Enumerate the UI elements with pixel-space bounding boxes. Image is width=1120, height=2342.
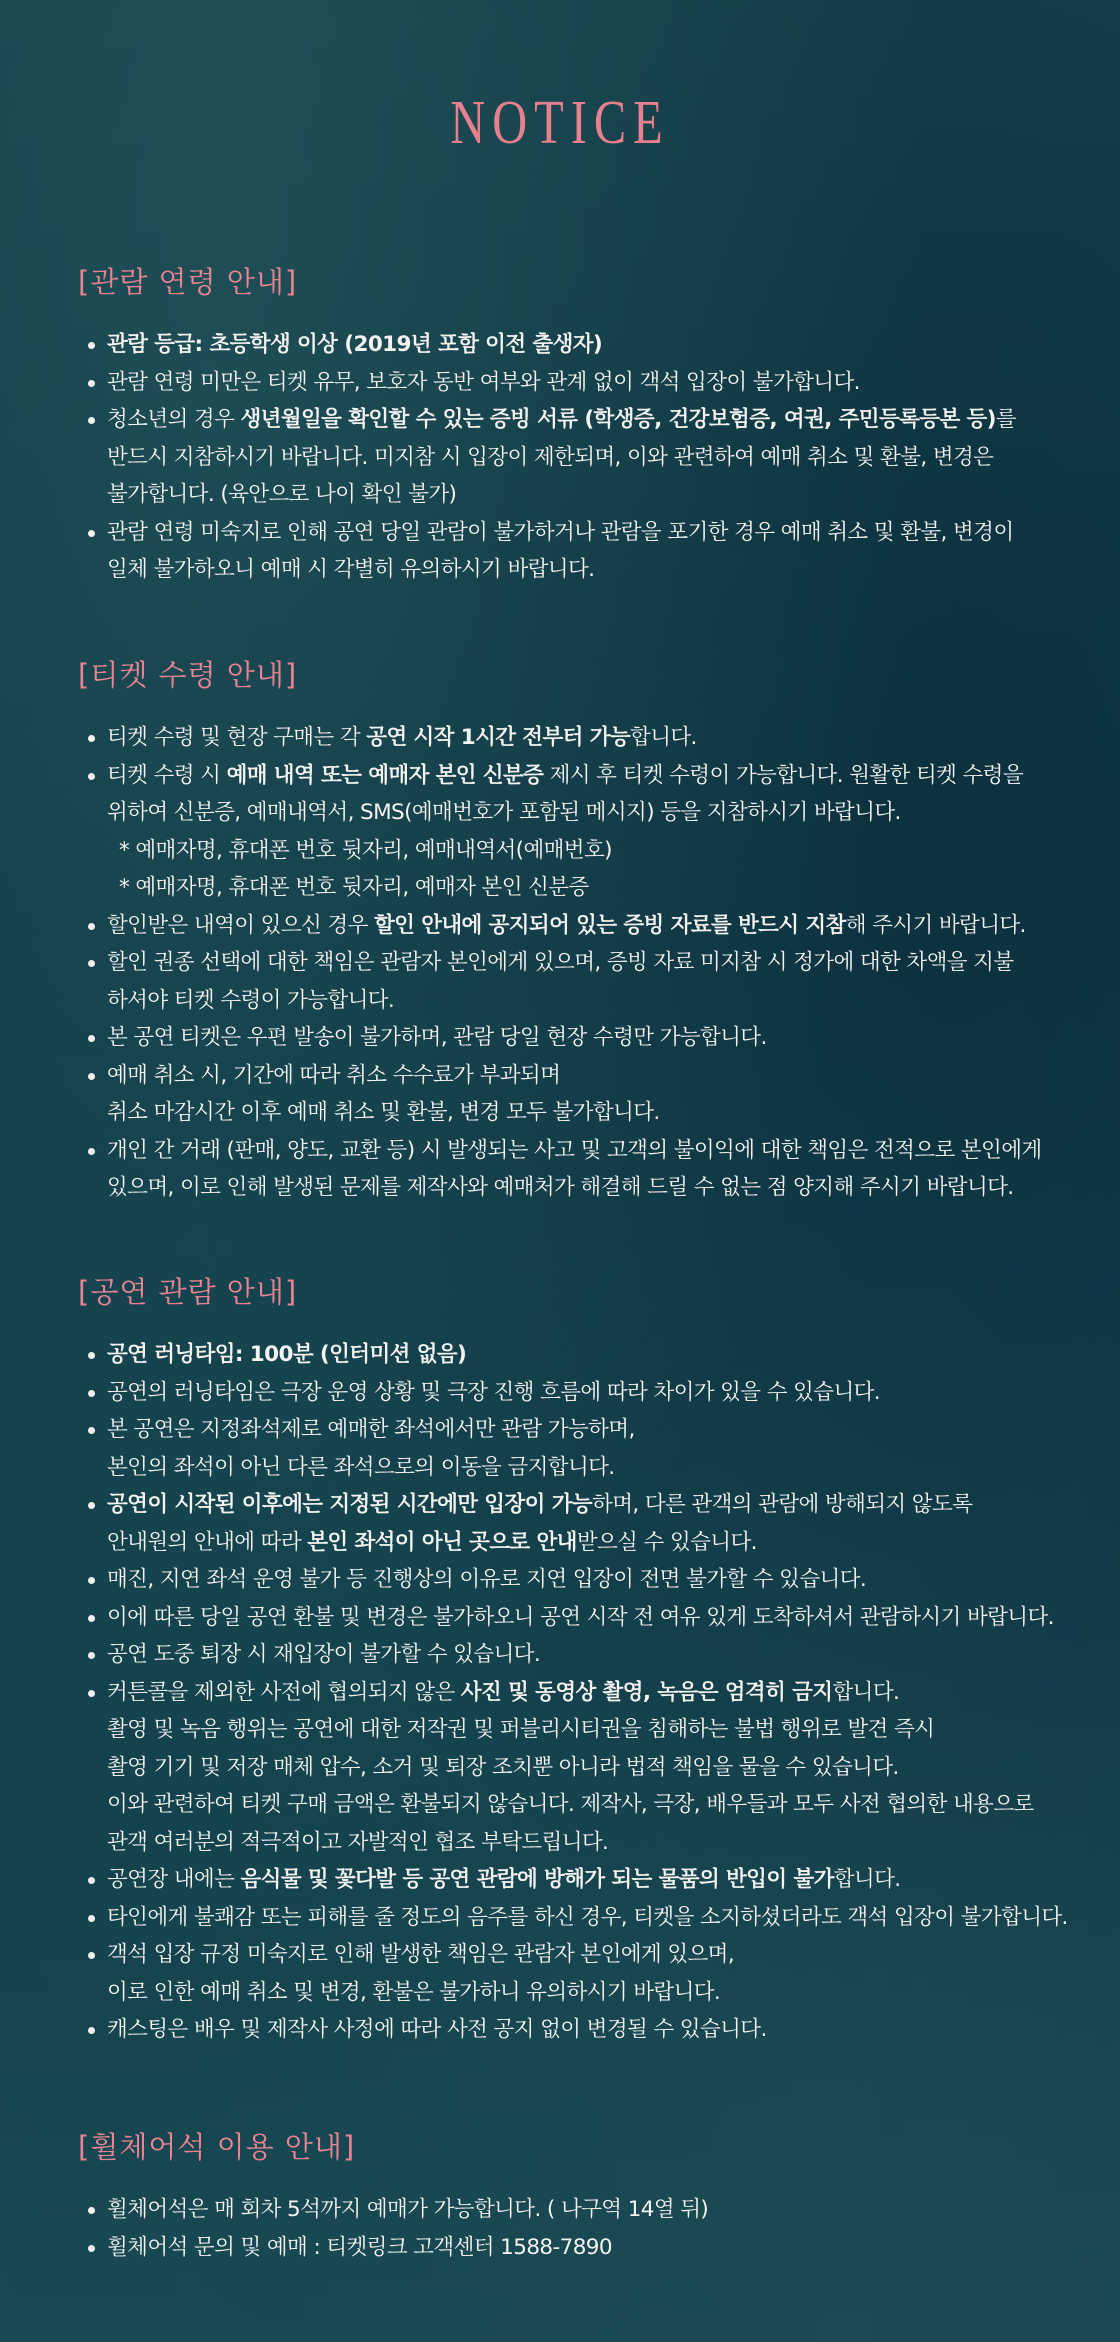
list-item xyxy=(84,907,1068,945)
text-line xyxy=(107,1132,1068,1170)
emphasis-text: 공연 시작 1시간 전부터 가능 xyxy=(366,725,631,750)
list-item xyxy=(84,2011,1068,2049)
list-item xyxy=(84,1132,1068,1207)
body-text: 촬영 기기 및 저장 매체 압수, 소거 및 퇴장 조치뿐 아니라 법적 책임을 물을 수 있습니다. xyxy=(107,1754,899,1780)
list-item xyxy=(84,1561,1068,1599)
body-text: 있으며, 이로 인해 발생된 문제를 제작사와 예매처가 해결해 드릴 수 없는 점 양지해 주시기 바랍니다. xyxy=(107,1175,1014,1200)
list-item xyxy=(84,1336,1068,1374)
page-title: NOTICE xyxy=(450,89,670,157)
list-item xyxy=(84,1019,1068,1057)
body-text: 해 주시기 바랍니다. xyxy=(845,912,1026,938)
sub-list-item xyxy=(84,869,1068,907)
body-text: 청소년의 경우 xyxy=(107,407,241,432)
body-text: 관람 연령 미만은 티켓 유무, 보호자 동반 여부와 관계 없이 객석 입장이 불가합니다. xyxy=(107,369,860,395)
list-item xyxy=(84,1374,1068,1412)
list-item xyxy=(84,944,1068,1019)
text-line xyxy=(107,1599,1068,1637)
text-line xyxy=(107,757,1068,795)
body-text: 위하여 신분증, 예매내역서, SMS(예매번호가 포함된 메시지) 등을 지참하시기 바랍니다. xyxy=(107,800,901,825)
list-item xyxy=(84,1486,1068,1561)
emphasis-text: 관람 등급: 초등학생 이상 (2019년 포함 이전 출생자) xyxy=(107,332,603,357)
body-text: 이로 인한 예매 취소 및 변경, 환불은 불가하니 유의하시기 바랍니다. xyxy=(107,1979,721,2005)
body-text: * 예매자명, 휴대폰 번호 뒷자리, 예매내역서(예매번호) xyxy=(119,837,612,863)
text-line xyxy=(107,1749,1068,1787)
sub-list-item xyxy=(84,832,1068,870)
body-text: 합니다. xyxy=(833,1867,901,1892)
notice-list xyxy=(78,2191,1068,2266)
list-item xyxy=(84,757,1068,832)
section-ticket-pickup xyxy=(78,655,1068,1207)
section-heading: [휠체어석 이용 안내] xyxy=(78,2130,356,2164)
emphasis-text: 사진 및 동영상 촬영, 녹음은 엄격히 금지 xyxy=(460,1679,833,1705)
emphasis-text: 생년월일을 확인할 수 있는 증빙 서류 (학생증, 건강보험증, 여권, 주민등록등본 등) xyxy=(240,407,996,432)
text-line xyxy=(107,1711,1068,1749)
list-item xyxy=(84,326,1068,364)
emphasis-text: 음식물 및 꽃다발 등 공연 관람에 방해가 되는 물품의 반입이 불가 xyxy=(240,1867,834,1892)
body-text: 불가합니다. (육안으로 나이 확인 불가) xyxy=(107,482,457,507)
body-text: 본 공연은 지정좌석제로 예매한 좌석에서만 관람 가능하며, xyxy=(107,1417,635,1442)
list-item xyxy=(84,1411,1068,1486)
body-text: 개인 간 거래 (판매, 양도, 교환 등) 시 발생되는 사고 및 고객의 불이익에 대한 책임은 전적으로 본인에게 xyxy=(107,1137,1042,1163)
text-line xyxy=(107,514,1068,552)
text-line xyxy=(107,1861,1068,1899)
body-text: 본 공연 티켓은 우편 발송이 불가하며, 관람 당일 현장 수령만 가능합니다. xyxy=(107,1025,767,1050)
section-heading: [티켓 수령 안내] xyxy=(78,658,298,692)
list-item xyxy=(84,1057,1068,1132)
text-line xyxy=(107,2191,1068,2229)
body-text: 합니다. xyxy=(630,725,697,750)
text-line xyxy=(107,1561,1068,1599)
list-item xyxy=(84,1599,1068,1637)
list-item xyxy=(84,1636,1068,1674)
text-line xyxy=(107,1094,1068,1132)
body-text: 받으실 수 있습니다. xyxy=(576,1529,757,1555)
text-line xyxy=(107,1899,1068,1937)
section-heading: [공연 관람 안내] xyxy=(78,1275,298,1309)
text-line xyxy=(107,1057,1068,1095)
body-text: 티켓 수령 시 xyxy=(107,762,227,788)
list-item xyxy=(84,719,1068,757)
text-line xyxy=(107,1019,1068,1057)
text-line xyxy=(107,1786,1068,1824)
text-line xyxy=(107,982,1068,1020)
text-line xyxy=(107,401,1068,439)
text-line xyxy=(107,1336,1068,1374)
body-text: 일체 불가하오니 예매 시 각별히 유의하시기 바랍니다. xyxy=(107,557,595,582)
text-line xyxy=(107,1169,1068,1207)
body-text: 휠체어석 문의 및 예매 : 티켓링크 고객센터 1588-7890 xyxy=(107,2234,612,2260)
text-line xyxy=(107,2229,1068,2267)
body-text: 관객 여러분의 적극적이고 자발적인 협조 부탁드립니다. xyxy=(107,1829,609,1855)
text-line xyxy=(107,719,1068,757)
text-line xyxy=(119,832,1068,870)
text-line xyxy=(107,1374,1068,1412)
body-text: 휠체어석은 매 회차 5석까지 예매가 가능합니다. ( 나구역 14열 뒤) xyxy=(107,2197,709,2222)
text-line xyxy=(107,1486,1068,1524)
text-line xyxy=(107,1824,1068,1862)
list-item xyxy=(84,1674,1068,1862)
body-text: 안내원의 안내에 따라 xyxy=(107,1529,308,1555)
emphasis-text: 할인 안내에 공지되어 있는 증빙 자료를 반드시 지참 xyxy=(373,912,846,938)
text-line xyxy=(107,1524,1068,1562)
text-line xyxy=(107,907,1068,945)
list-item xyxy=(84,1899,1068,1937)
text-line xyxy=(107,1674,1068,1712)
text-line xyxy=(107,476,1068,514)
body-text: 캐스팅은 배우 및 제작사 사정에 따라 사전 공지 없이 변경될 수 있습니다. xyxy=(107,2017,767,2042)
body-text: 공연의 러닝타임은 극장 운영 상황 및 극장 진행 흐름에 따라 차이가 있을 수 있습니다. xyxy=(107,1379,881,1405)
body-text: 취소 마감시간 이후 예매 취소 및 환불, 변경 모두 불가합니다. xyxy=(107,1100,660,1125)
body-text: 할인 권종 선택에 대한 책임은 관람자 본인에게 있으며, 증빙 자료 미지참 시 정가에 대한 차액을 지불 xyxy=(107,950,1014,975)
body-text: 합니다. xyxy=(832,1679,900,1705)
body-text: 공연장 내에는 xyxy=(107,1867,241,1892)
list-item xyxy=(84,1936,1068,2011)
text-line xyxy=(107,944,1068,982)
list-item xyxy=(84,364,1068,402)
body-text: 하며, 다른 관객의 관람에 방해되지 않도록 xyxy=(592,1492,973,1517)
body-text: * 예매자명, 휴대폰 번호 뒷자리, 예매자 본인 신분증 xyxy=(119,875,589,900)
body-text: 제시 후 티켓 수령이 가능합니다. 원활한 티켓 수령을 xyxy=(543,762,1024,788)
text-line xyxy=(107,1636,1068,1674)
emphasis-text: 공연 러닝타임: 100분 (인터미션 없음) xyxy=(107,1342,467,1367)
body-text: 타인에게 불쾌감 또는 피해를 줄 정도의 음주를 하신 경우, 티켓을 소지하셨더라도 객석 입장이 불가합니다. xyxy=(107,1904,1068,1930)
text-line xyxy=(119,869,1068,907)
text-line xyxy=(107,1974,1068,2012)
body-text: 반드시 지참하시기 바랍니다. 미지참 시 입장이 제한되며, 이와 관련하여 예매 취소 및 환불, 변경은 xyxy=(107,444,994,470)
section-wheelchair-info xyxy=(78,2127,1068,2266)
body-text: 하셔야 티켓 수령이 가능합니다. xyxy=(107,987,395,1013)
text-line xyxy=(107,326,1068,364)
text-line xyxy=(107,364,1068,402)
body-text: 티켓 수령 및 현장 구매는 각 xyxy=(107,725,367,750)
list-item xyxy=(84,401,1068,514)
section-performance-info xyxy=(78,1272,1068,2049)
list-item xyxy=(84,2229,1068,2267)
text-line xyxy=(107,1936,1068,1974)
text-line xyxy=(107,439,1068,477)
body-text: 이에 따른 당일 공연 환불 및 변경은 불가하오니 공연 시작 전 여유 있게 도착하셔서 관람하시기 바랍니다. xyxy=(107,1604,1054,1630)
notice-list xyxy=(78,1336,1068,2049)
body-text: 예매 취소 시, 기간에 따라 취소 수수료가 부과되며 xyxy=(107,1062,561,1088)
body-text: 커튼콜을 제외한 사전에 협의되지 않은 xyxy=(107,1679,461,1705)
body-text: 촬영 및 녹음 행위는 공연에 대한 저작권 및 퍼블리시티권을 침해하는 불법 행위로 발견 즉시 xyxy=(107,1717,935,1742)
notice-list xyxy=(78,326,1068,589)
text-line xyxy=(107,1411,1068,1449)
text-line xyxy=(107,551,1068,589)
body-text: 이와 관련하여 티켓 구매 금액은 환불되지 않습니다. 제작사, 극장, 배우들과 모두 사전 협의한 내용으로 xyxy=(107,1792,1034,1817)
body-text: 본인의 좌석이 아닌 다른 좌석으로의 이동을 금지합니다. xyxy=(107,1454,615,1480)
list-item xyxy=(84,514,1068,589)
text-line xyxy=(107,1449,1068,1487)
body-text: 공연 도중 퇴장 시 재입장이 불가할 수 있습니다. xyxy=(107,1642,541,1667)
body-text: 객석 입장 규정 미숙지로 인해 발생한 책임은 관람자 본인에게 있으며, xyxy=(107,1942,735,1967)
list-item xyxy=(84,2191,1068,2229)
emphasis-text: 예매 내역 또는 예매자 본인 신분증 xyxy=(226,762,544,788)
emphasis-text: 공연이 시작된 이후에는 지정된 시간에만 입장이 가능 xyxy=(107,1492,593,1517)
body-text: 매진, 지연 좌석 운영 불가 등 진행상의 이유로 지연 입장이 전면 불가할 수 있습니다. xyxy=(107,1567,867,1592)
list-item xyxy=(84,1861,1068,1899)
notice-list xyxy=(78,719,1068,1207)
body-text: 관람 연령 미숙지로 인해 공연 당일 관람이 불가하거나 관람을 포기한 경우 예매 취소 및 환불, 변경이 xyxy=(107,519,1014,545)
section-age-info xyxy=(78,262,1068,589)
text-line xyxy=(107,794,1068,832)
body-text: 할인받은 내역이 있으신 경우 xyxy=(107,912,374,938)
section-heading: [관람 연령 안내] xyxy=(78,265,298,299)
body-text: 를 xyxy=(995,407,1017,432)
emphasis-text: 본인 좌석이 아닌 곳으로 안내 xyxy=(307,1529,577,1555)
text-line xyxy=(107,2011,1068,2049)
